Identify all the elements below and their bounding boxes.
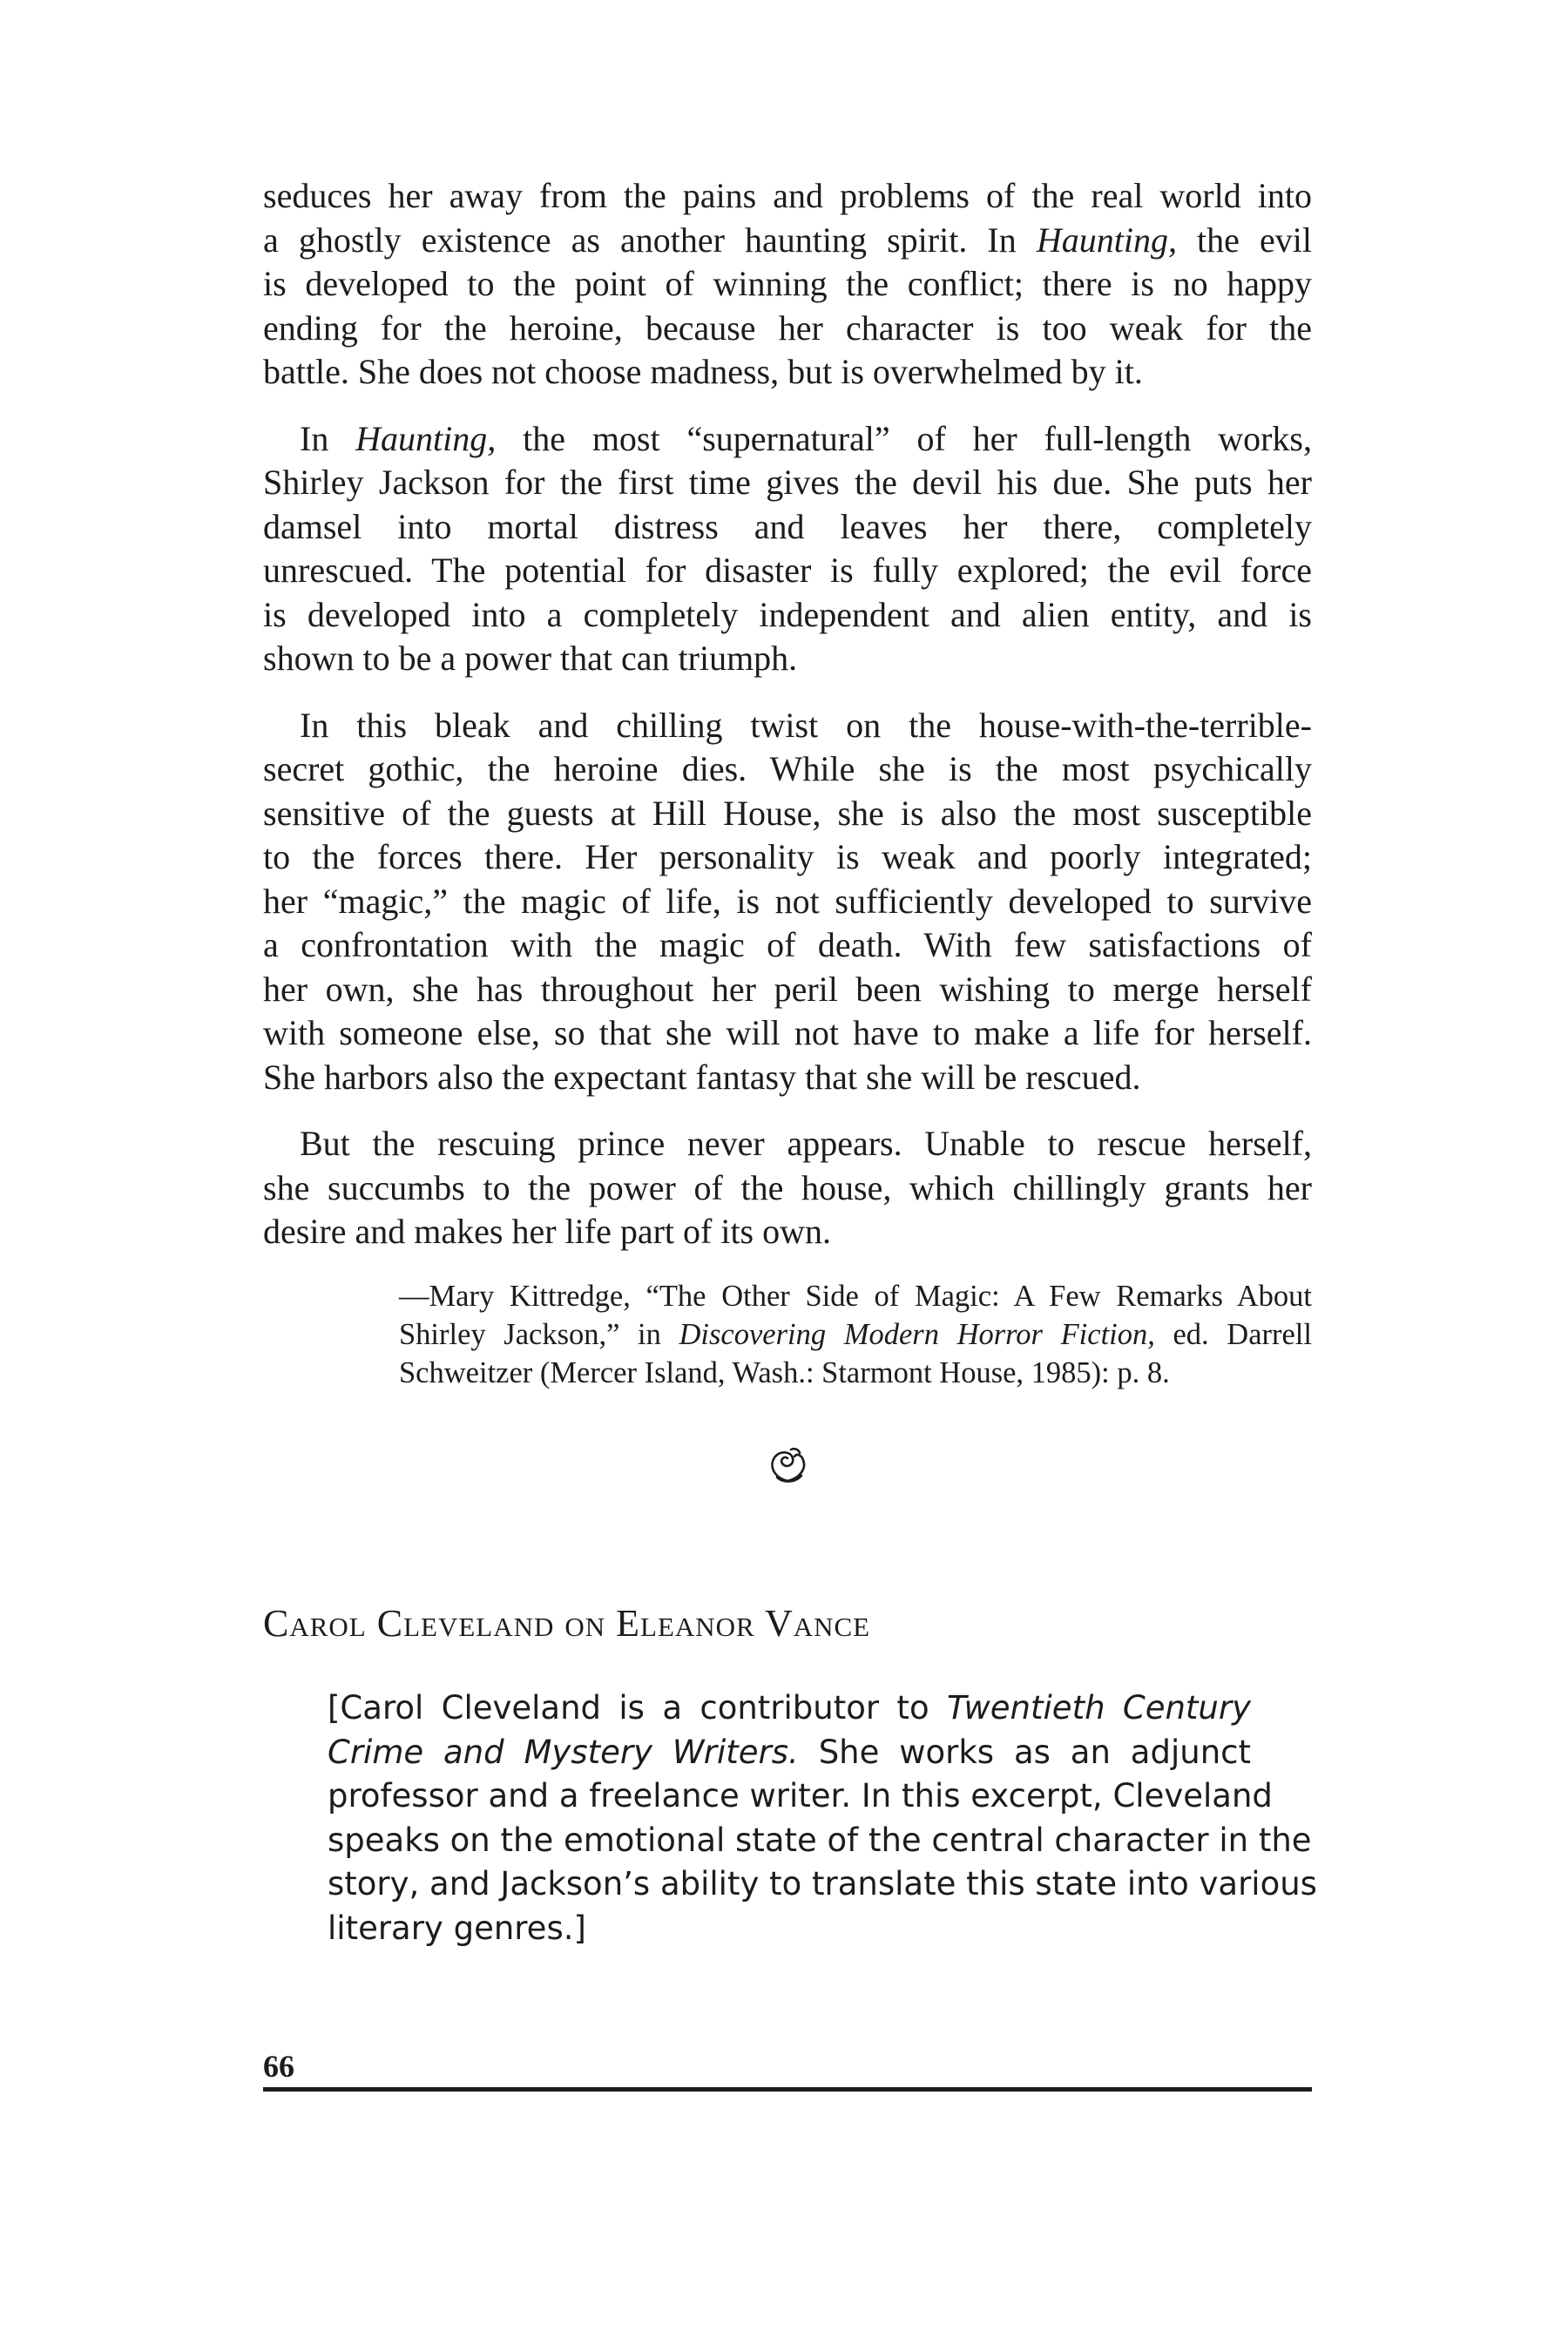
paragraph-4 xyxy=(263,1122,1312,1254)
text-segment: the evil xyxy=(1176,220,1312,260)
paragraph-3 xyxy=(263,704,1312,1100)
text-line: with someone else, so that she will not have to make a life for herself. xyxy=(263,1013,1312,1052)
title-italic: Haunting, xyxy=(1036,220,1177,260)
page-footer xyxy=(263,2049,1312,2092)
text-line: But the rescuing prince never appears. Unable to rescue herself, xyxy=(300,1124,1312,1163)
text-segment: She works as an adjunct xyxy=(798,1733,1251,1771)
title-italic: Twentieth Century xyxy=(946,1689,1251,1727)
intro-line: story, and Jackson’s ability to translate this state into various xyxy=(328,1865,1317,1903)
intro-line: speaks on the emotional state of the central character in the xyxy=(328,1821,1312,1859)
text-line: her “magic,” the magic of life, is not sufficiently developed to survive xyxy=(263,881,1312,921)
text-line: ending for the heroine, because her character is too weak for the xyxy=(263,308,1312,348)
title-italic: Crime and Mystery Writers. xyxy=(328,1733,799,1771)
text-line: Shirley Jackson for the first time gives the devil his due. She puts her xyxy=(263,463,1312,502)
citation-line: —Mary Kittredge, “The Other Side of Magic: A Few Remarks About xyxy=(399,1279,1312,1313)
text-line: In this bleak and chilling twist on the house-with-the-terrible- xyxy=(300,705,1312,745)
citation xyxy=(399,1277,1312,1392)
intro-line: literary genres.] xyxy=(328,1909,586,1947)
title-italic: Discovering Modern Horror Fiction, xyxy=(679,1317,1155,1351)
text-line: she succumbs to the power of the house, which chillingly grants her xyxy=(263,1167,1312,1207)
text-line: sensitive of the guests at Hill House, she is also the most susceptible xyxy=(263,793,1312,833)
fleuron-ornament-icon xyxy=(765,1446,810,1486)
text-line xyxy=(263,219,1312,263)
text-line: is developed to the point of winning the conflict; there is no happy xyxy=(263,264,1312,303)
citation-line: Schweitzer (Mercer Island, Wash.: Starmont House, 1985): p. 8. xyxy=(399,1355,1170,1389)
text-line: is developed into a completely independent and alien entity, and is xyxy=(263,594,1312,634)
text-segment: [Carol Cleveland is a contributor to xyxy=(328,1689,947,1727)
text-segment: In xyxy=(300,418,356,458)
book-page xyxy=(263,174,1317,2084)
intro-line: professor and a freelance writer. In this excerpt, Cleveland xyxy=(328,1777,1273,1815)
intro-line xyxy=(328,1731,1251,1775)
text-line: a confrontation with the magic of death. With few satisfactions of xyxy=(263,925,1312,964)
intro-line xyxy=(328,1686,1251,1731)
text-segment: the most “supernatural” of her full-length works, xyxy=(496,418,1312,458)
text-segment: Shirley Jackson,” in xyxy=(399,1317,679,1351)
text-line: battle. She does not choose madness, but is overwhelmed by it. xyxy=(263,352,1143,391)
intro-note xyxy=(328,1686,1317,1950)
section-heading: Carol Cleveland on Eleanor Vance xyxy=(263,1602,871,1645)
ornament-divider xyxy=(263,1446,1312,1490)
text-line: secret gothic, the heroine dies. While she is the most psychically xyxy=(263,749,1312,788)
text-segment: a ghostly existence as another haunting spirit. In xyxy=(263,220,1037,260)
page-number: 66 xyxy=(263,2049,294,2084)
text-line: unrescued. The potential for disaster is fully explored; the evil force xyxy=(263,551,1312,590)
citation-line xyxy=(399,1315,1312,1354)
text-line: to the forces there. Her personality is weak and poorly integrated; xyxy=(263,837,1312,876)
footer-rule xyxy=(263,2087,1312,2092)
paragraph-1 xyxy=(263,174,1312,395)
text-line: her own, she has throughout her peril been wishing to merge herself xyxy=(263,969,1312,1009)
text-line: damsel into mortal distress and leaves her there, completely xyxy=(263,506,1312,546)
title-italic: Haunting, xyxy=(355,418,497,458)
text-line xyxy=(263,417,1312,462)
text-line: shown to be a power that can triumph. xyxy=(263,639,798,678)
paragraph-2 xyxy=(263,417,1312,681)
text-line: desire and makes her life part of its own. xyxy=(263,1212,832,1251)
text-line: She harbors also the expectant fantasy that she will be rescued. xyxy=(263,1057,1141,1097)
text-segment: ed. Darrell xyxy=(1154,1317,1312,1351)
text-line: seduces her away from the pains and problems of the real world into xyxy=(263,176,1312,215)
